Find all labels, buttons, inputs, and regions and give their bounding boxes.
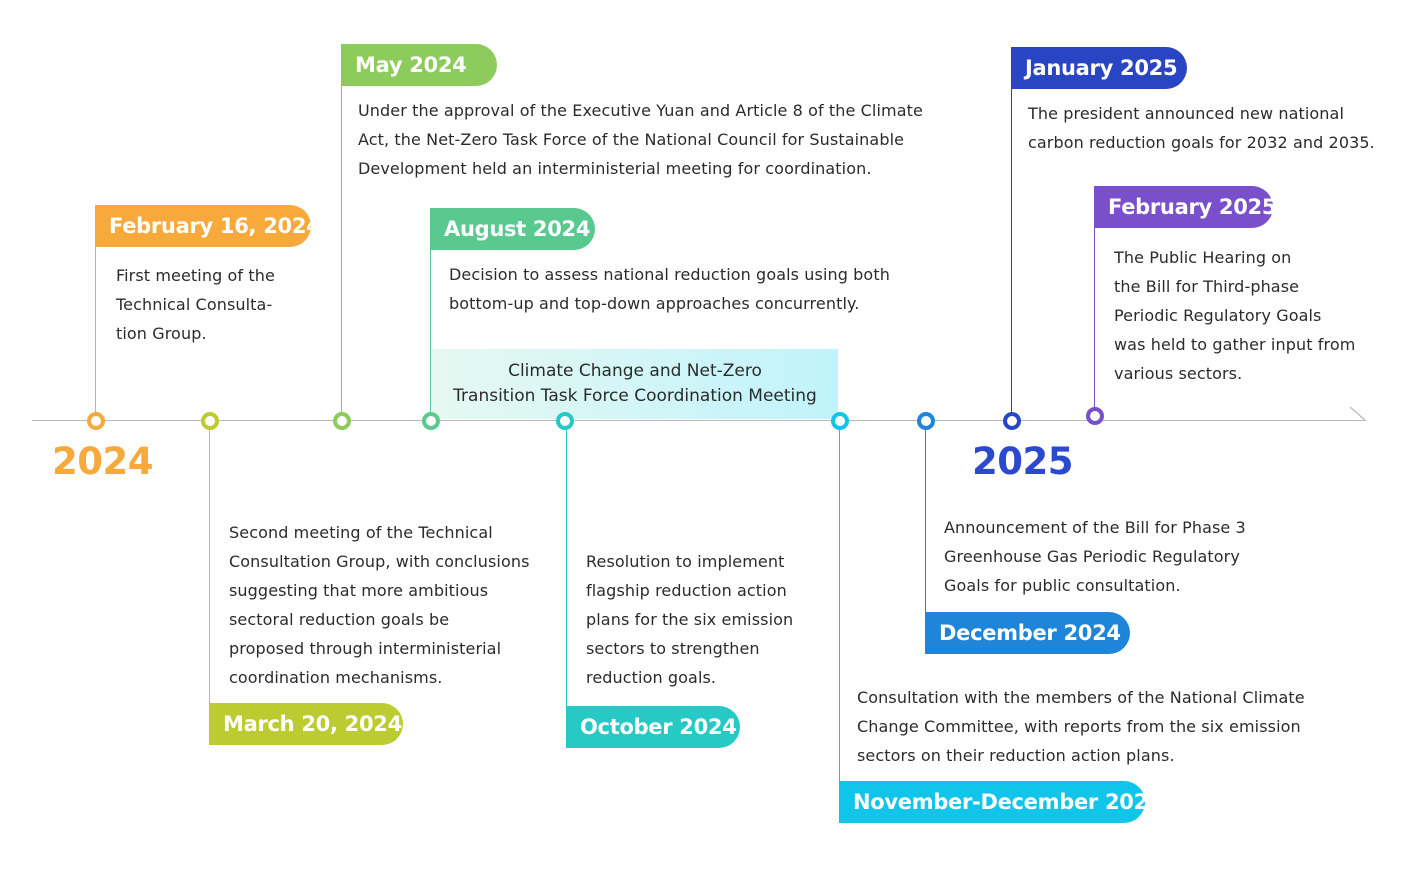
text-line: plans for the six emission [586,610,794,629]
text-line: Goals for public consultation. [944,576,1181,595]
text-line: the Bill for Third-phase [1114,277,1300,296]
text-line: Act, the Net-Zero Task Force of the National Council for Sustainable [358,130,905,149]
text-line: Second meeting of the Technical [229,523,493,542]
text-line: Decision to assess national reduction goals using both [449,265,890,284]
marker-oct-2024 [556,412,574,430]
text-line: tion Group. [116,324,207,343]
axis-arrow-icon [1346,406,1366,421]
marker-feb-2025 [1086,407,1104,425]
text-line: The Public Hearing on [1114,248,1292,267]
text-line: suggesting that more ambitious [229,581,489,600]
text-line: reduction goals. [586,668,717,687]
timeline-axis [32,420,1366,421]
description-aug-2024 [449,260,890,318]
text-line: flagship reduction action [586,581,787,600]
text-line: Consultation Group, with conclusions [229,552,530,571]
marker-mar20-2024 [201,412,219,430]
text-line: First meeting of the [116,266,275,285]
date-tag-mar20-2024: March 20, 2024 [209,703,403,745]
text-line: proposed through interministerial [229,639,502,658]
date-tag-feb16-2024: February 16, 2024 [95,205,311,247]
description-feb16-2024 [116,261,275,348]
date-tag-oct-2024: October 2024 [566,706,740,748]
date-tag-feb-2025: February 2025 [1094,186,1273,228]
description-may-2024 [358,96,923,183]
year-2024-label: 2024 [52,440,153,483]
connector-may-2024 [341,60,342,414]
marker-feb16-2024 [87,412,105,430]
connector-nov-dec-2024 [839,428,840,822]
text-line: The president announced new national [1028,104,1344,123]
date-tag-dec-2024: December 2024 [925,612,1130,654]
marker-jan-2025 [1003,412,1021,430]
banner-line-1: Climate Change and Net-Zero [508,361,762,381]
date-tag-may-2024: May 2024 [341,44,497,86]
text-line: Consultation with the members of the National Climate [857,688,1305,707]
date-tag-jan-2025: January 2025 [1011,47,1187,89]
connector-mar20-2024 [209,428,210,724]
date-tag-nov-dec-2024: November-December 2024 [839,781,1145,823]
year-2025-label: 2025 [972,440,1073,483]
description-feb-2025 [1114,243,1355,388]
description-oct-2024 [586,547,793,692]
text-line: coordination mechanisms. [229,668,443,687]
description-jan-2025 [1028,99,1375,157]
text-line: Greenhouse Gas Periodic Regulatory [944,547,1240,566]
text-line: was held to gather input from [1114,335,1356,354]
marker-nov-dec-2024 [831,412,849,430]
text-line: sectors on their reduction action plans. [857,746,1175,765]
text-line: Resolution to implement [586,552,785,571]
description-nov-dec-2024 [857,683,1305,770]
connector-feb-2025 [1094,205,1095,408]
description-dec-2024 [944,513,1246,600]
text-line: Under the approval of the Executive Yuan and Article 8 of the Climate [358,101,923,120]
marker-dec-2024 [917,412,935,430]
connector-oct-2024 [566,428,567,728]
text-line: sectoral reduction goals be [229,610,450,629]
text-line: various sectors. [1114,364,1243,383]
text-line: Periodic Regulatory Goals [1114,306,1322,325]
banner-line-2: Transition Task Force Coordination Meeting [453,386,817,406]
connector-aug-2024 [430,228,431,414]
coordination-meeting-banner [432,349,838,419]
connector-jan-2025 [1011,60,1012,414]
connector-feb16-2024 [95,226,96,414]
date-tag-aug-2024: August 2024 [430,208,595,250]
text-line: Announcement of the Bill for Phase 3 [944,518,1246,537]
text-line: bottom-up and top-down approaches concurrently. [449,294,860,313]
text-line: Technical Consulta- [116,295,273,314]
description-mar20-2024 [229,518,530,692]
text-line: carbon reduction goals for 2032 and 2035. [1028,133,1375,152]
text-line: Change Committee, with reports from the six emission [857,717,1301,736]
marker-may-2024 [333,412,351,430]
text-line: Development held an interministerial meeting for coordination. [358,159,872,178]
marker-aug-2024 [422,412,440,430]
text-line: sectors to strengthen [586,639,760,658]
